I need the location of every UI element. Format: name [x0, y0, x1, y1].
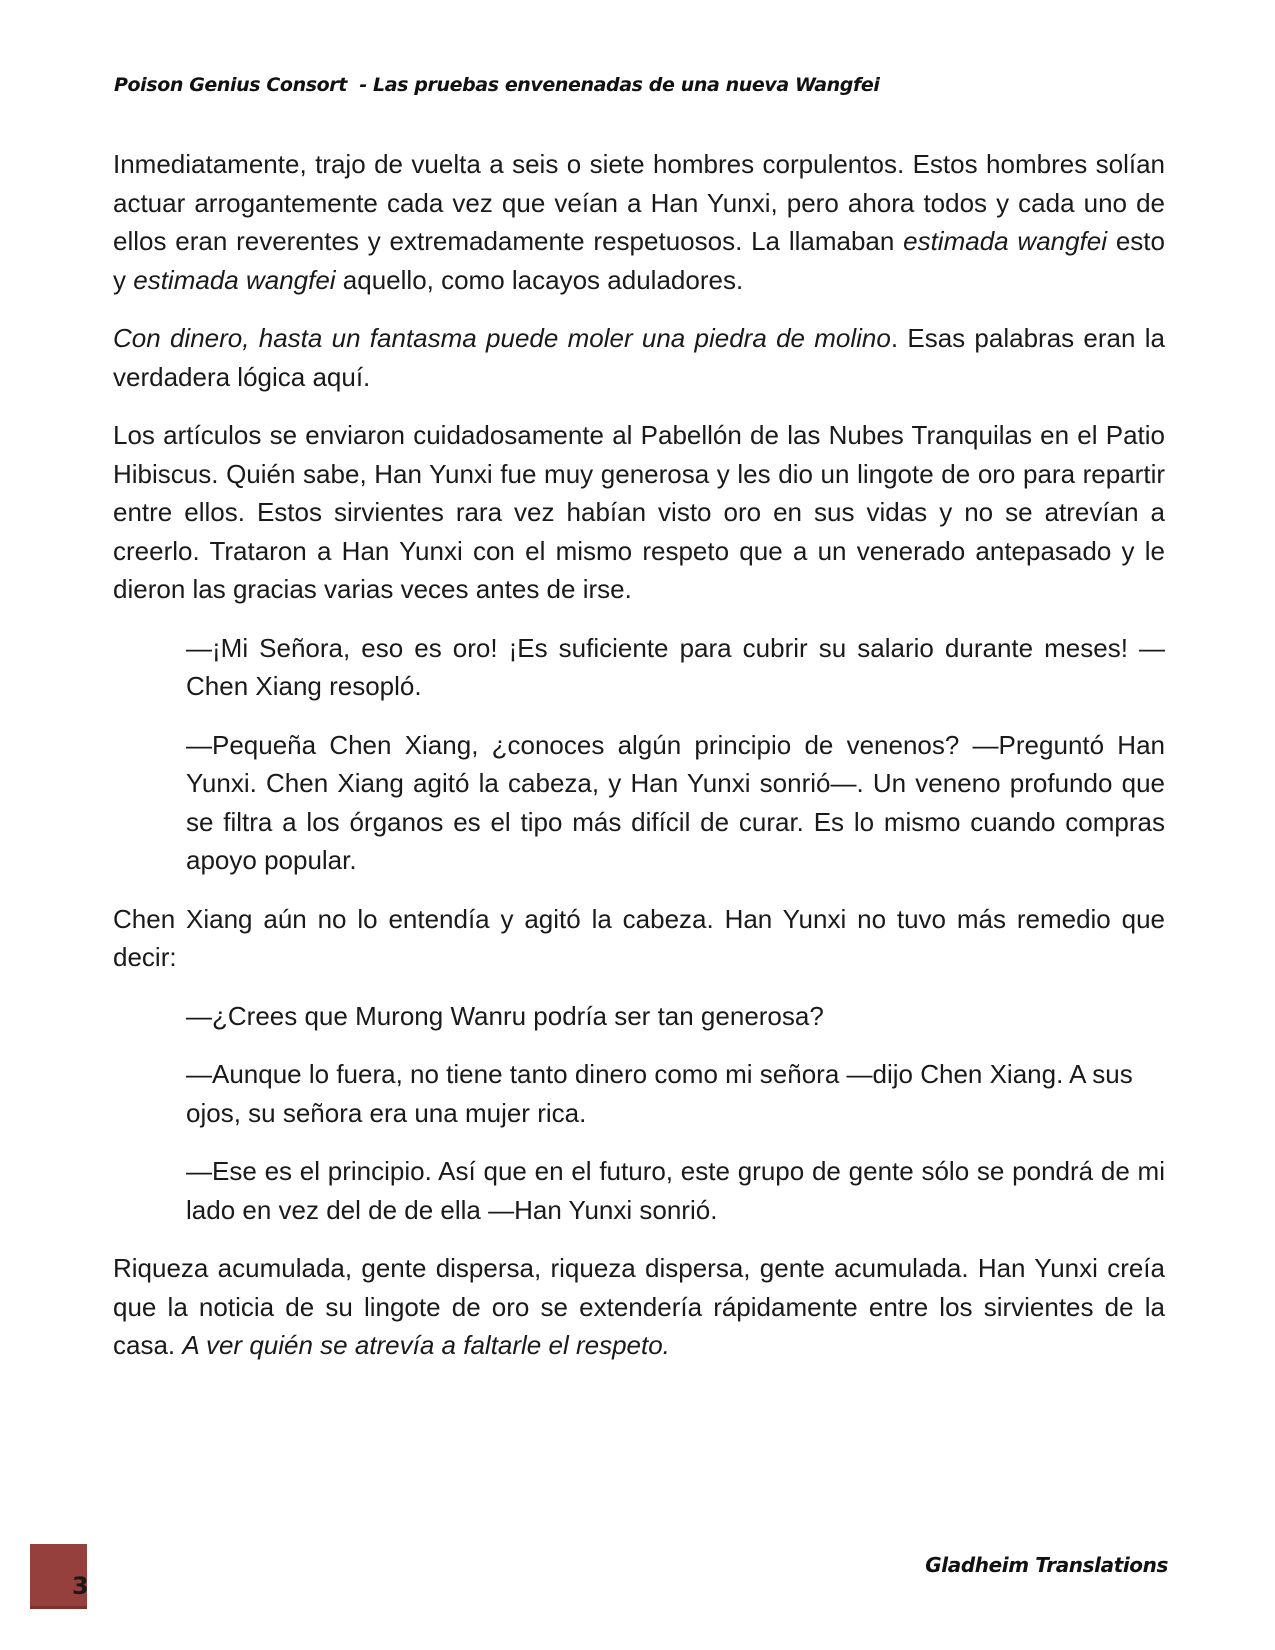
paragraph-2: Con dinero, hasta un fantasma puede moler una piedra de molino. Esas palabras eran la verdadera lógica aquí.: [113, 323, 1165, 392]
dialogue-1: —¡Mi Señora, eso es oro! ¡Es suficiente para cubrir su salario durante meses! —Chen Xiang resopló.: [186, 632, 1165, 701]
paragraph-1: Inmediatamente, trajo de vuelta a seis o siete hombres corpulentos. Estos hombres solían actuar arrogantemente cada vez que veían a Han Yunxi, pero ahora todos y cada uno de ellos eran reverentes y extremadamente respetuosos. La llamaban estimada wangfei esto y estimada wangfei aquello, como lacayos aduladores.: [113, 149, 1165, 295]
paragraph-3: Los artículos se enviaron cuidadosamente al Pabellón de las Nubes Tranquilas en el Patio Hibiscus. Quién sabe, Han Yunxi fue muy generosa y les dio un lingote de oro para repartir entre ellos. Estos sirvientes rara vez habían visto oro en sus vidas y no se atrevían a creerlo. Trataron a Han Yunxi con el mismo respeto que a un venerado antepasado y le dieron las gracias varias veces antes de irse.: [113, 420, 1165, 604]
footer-credit: Gladheim Translations: [925, 1553, 1168, 1577]
page-number: 3: [72, 1572, 89, 1600]
body-text: [113, 145, 1165, 1385]
page-number-rule: [30, 1606, 87, 1609]
paragraph-4: Chen Xiang aún no lo entendía y agitó la cabeza. Han Yunxi no tuvo más remedio que decir:: [113, 903, 1165, 972]
dialogue-4: —Aunque lo fuera, no tiene tanto dinero como mi señora —dijo Chen Xiang. A sus ojos, su señora era una mujer rica.: [186, 1059, 1133, 1128]
running-header: Poison Genius Consort - Las pruebas envenenadas de una nueva Wangfei: [114, 74, 880, 96]
dialogue-2: —Pequeña Chen Xiang, ¿conoces algún principio de venenos? —Preguntó Han Yunxi. Chen Xiang agitó la cabeza, y Han Yunxi sonrió—. Un veneno profundo que se filtra a los órganos es el tipo más difícil de curar. Es lo mismo cuando compras apoyo popular.: [186, 729, 1165, 875]
dialogue-3: —¿Crees que Murong Wanru podría ser tan generosa?: [186, 1000, 824, 1031]
dialogue-5: —Ese es el principio. Así que en el futuro, este grupo de gente sólo se pondrá de mi lado en vez del de de ella —Han Yunxi sonrió.: [186, 1156, 1165, 1225]
paragraph-5: Riqueza acumulada, gente dispersa, riqueza dispersa, gente acumulada. Han Yunxi creía que la noticia de su lingote de oro se extendería rápidamente entre los sirvientes de la casa. A ver quién se atrevía a faltarle el respeto.: [113, 1253, 1165, 1360]
